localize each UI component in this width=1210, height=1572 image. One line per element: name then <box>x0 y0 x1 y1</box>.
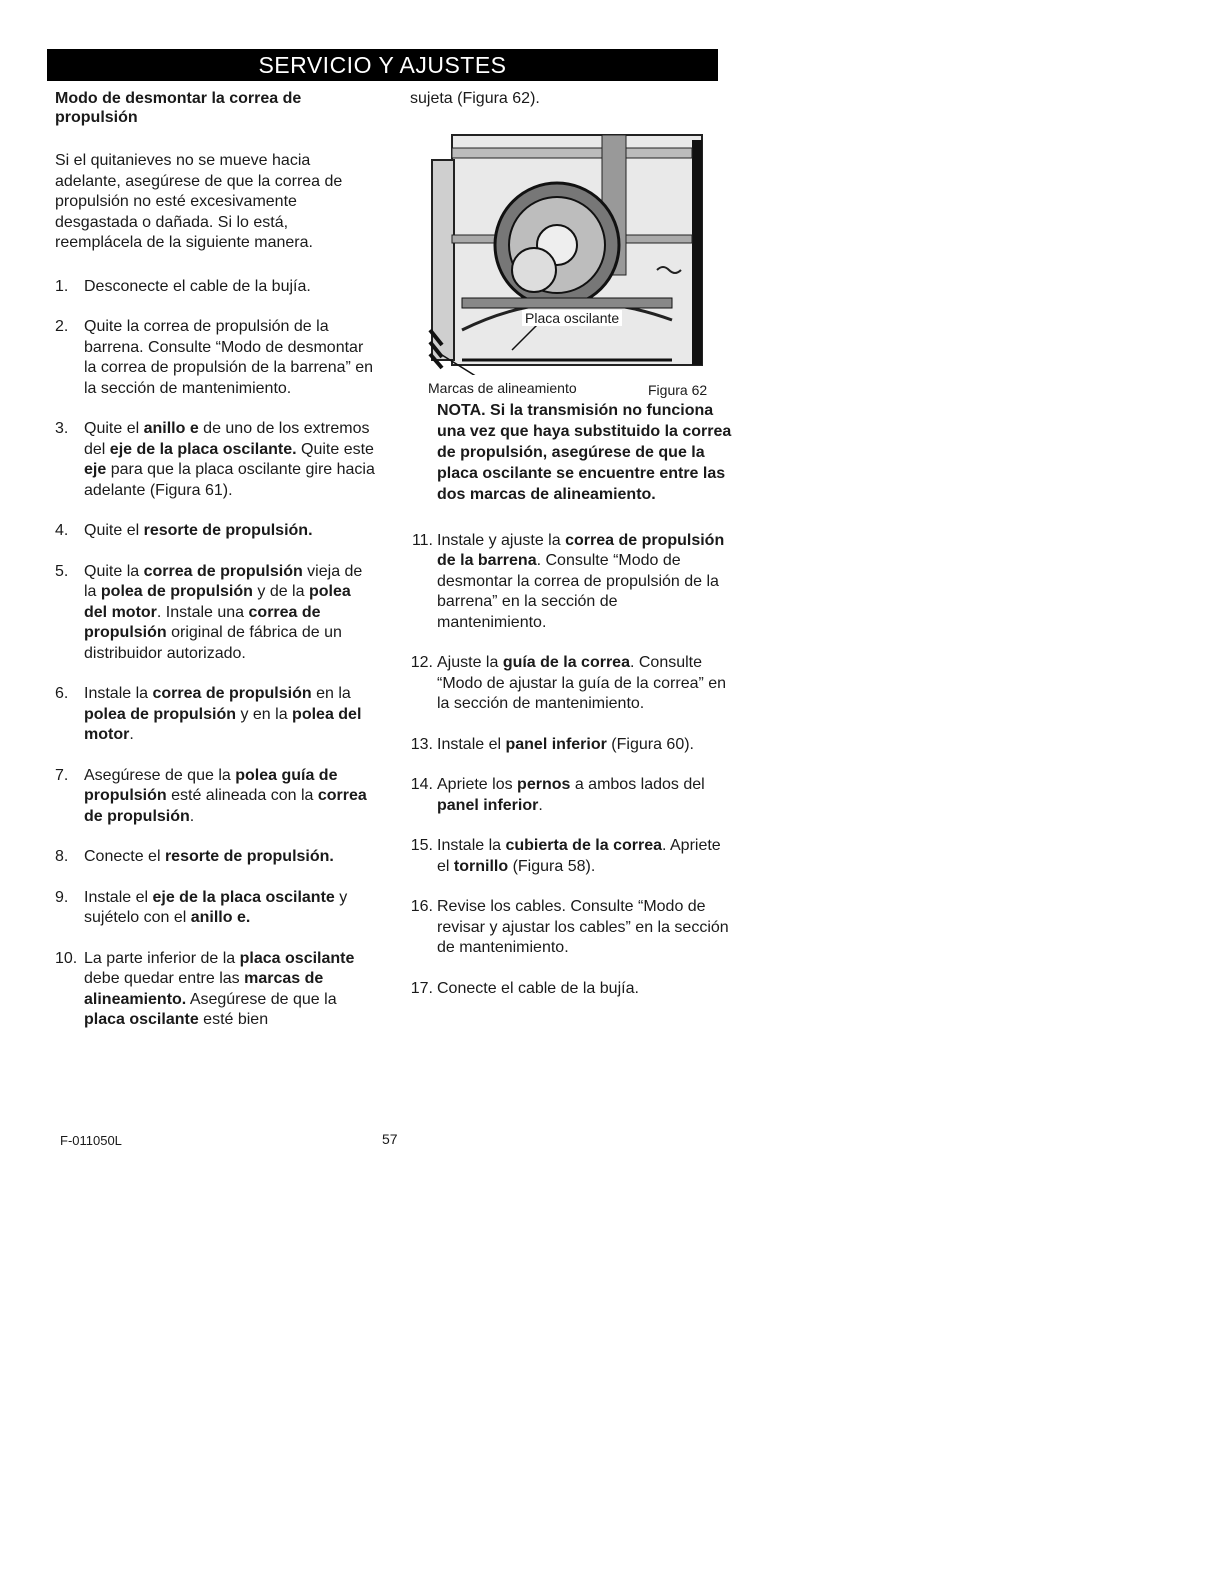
step-text: Asegúrese de que la <box>186 990 337 1008</box>
step-text: Apriete los <box>437 776 518 793</box>
figure-callout-label: Placa oscilante <box>522 310 622 326</box>
step-bold-term: correa de propulsión <box>84 787 367 825</box>
step-bold-term: resorte de propulsión. <box>143 522 313 539</box>
step-bold-term: correa de propulsión de la barrena <box>437 531 725 569</box>
step-item <box>410 897 730 959</box>
step-text: y sujételo con el <box>84 888 348 926</box>
step-item <box>55 766 375 828</box>
step-text: de uno de los extremos del <box>84 420 370 458</box>
step-item <box>410 836 730 877</box>
step-text: original de fábrica de un distribuidor autorizado. <box>84 624 342 662</box>
step-bold-term: eje <box>84 461 107 478</box>
step-bold-term: correa de propulsión <box>152 685 312 702</box>
step-text: vieja de la <box>84 562 363 600</box>
step-number: 11. <box>411 531 433 549</box>
step-text: La parte inferior de la <box>84 949 240 967</box>
step-bold-term: correa de propulsión <box>143 562 303 580</box>
step-item <box>55 888 375 929</box>
right-step-list <box>410 531 730 1000</box>
step-text: esté bien <box>198 1011 269 1028</box>
step-number: 3. <box>55 420 69 437</box>
step-number: 8. <box>55 848 69 865</box>
step-bold-term: tornillo <box>453 857 509 875</box>
left-step-list <box>55 277 375 1031</box>
note-paragraph: NOTA. Si la transmisión no funciona una vez que haya substituido la correa de propulsión, asegúrese de que la placa oscilante se encuentre entre las dos marcas de alineamiento. <box>437 401 732 503</box>
step-text: . <box>129 726 134 743</box>
figure-62 <box>410 130 720 400</box>
step-text: Ajuste la <box>437 654 503 671</box>
step-number: 10. <box>55 949 78 967</box>
step-text: . <box>189 807 195 825</box>
step-text: Quite este <box>296 440 374 458</box>
step-number: 16. <box>410 898 433 915</box>
step-bold-term: panel inferior <box>505 735 607 753</box>
step-number: 6. <box>55 685 69 702</box>
step-bold-term: polea del motor <box>84 583 351 621</box>
page-number: 57 <box>382 1131 398 1147</box>
step-number: 15. <box>410 837 433 854</box>
document-code: F-011050L <box>60 1133 122 1148</box>
continuation-text: sujeta (Figura 62). <box>410 90 540 107</box>
step-text: Conecte el <box>84 848 165 865</box>
step-text: Desconecte el cable de la bujía. <box>84 277 311 295</box>
step-bold-term: eje de la placa oscilante <box>152 888 335 906</box>
step-item <box>55 419 375 501</box>
step-bold-term: placa oscilante <box>239 949 355 967</box>
step-text: Instale la <box>437 837 506 854</box>
step-text: (Figura 60). <box>606 735 694 753</box>
step-bold-term: marcas de alineamiento. <box>84 970 324 1008</box>
step-bold-term: anillo e <box>143 420 199 437</box>
step-bold-term: anillo e. <box>190 909 251 926</box>
step-text: Asegúrese de que la <box>84 766 236 784</box>
step-number: 1. <box>55 277 69 295</box>
step-text: Instale y ajuste la <box>437 531 566 549</box>
step-item <box>55 317 375 399</box>
step-text: esté alineada con la <box>166 787 318 804</box>
section-banner: SERVICIO Y AJUSTES <box>47 49 718 81</box>
step-text: (Figura 58). <box>508 857 596 875</box>
step-bold-term: pernos <box>517 776 571 793</box>
step-text: . Consulte “Modo de desmontar la correa de propulsión de la barrena” en la sección de mantenimiento. <box>437 552 719 631</box>
step-text: . Consulte “Modo de ajustar la guía de la correa” en la sección de mantenimiento. <box>437 654 727 712</box>
step-text: para que la placa oscilante gire hacia adelante (Figura 61). <box>84 461 375 499</box>
figure-caption-marks: Marcas de alineamiento <box>428 379 577 396</box>
step-item <box>410 979 730 1000</box>
step-bold-term: resorte de propulsión. <box>164 848 334 865</box>
step-item <box>410 735 730 756</box>
step-bold-term: correa de propulsión <box>84 603 321 641</box>
figure-number: Figura 62 <box>648 381 708 398</box>
step-bold-term: polea guía de propulsión <box>84 766 338 804</box>
step-number: 13. <box>410 735 433 753</box>
step-text: en la <box>311 685 351 702</box>
step-bold-term: guía de la correa <box>502 654 630 671</box>
step-text: . Apriete el <box>437 837 721 875</box>
step-item <box>410 775 730 816</box>
step-number: 2. <box>55 318 69 335</box>
step-text: Quite el <box>84 420 144 437</box>
step-item <box>55 521 375 542</box>
step-number: 5. <box>55 562 69 580</box>
step-item <box>55 562 375 665</box>
step-item <box>410 653 730 715</box>
step-text: Quite la <box>84 562 144 580</box>
step-text: . Instale una <box>156 603 249 621</box>
right-column <box>410 89 730 1019</box>
section-heading: Modo de desmontar la correa de propulsión <box>55 90 302 126</box>
step-text: Revise los cables. Consulte “Modo de revisar y ajustar los cables” en la sección de mantenimiento. <box>437 898 729 956</box>
step-text: Instale el <box>84 888 153 906</box>
step-item <box>55 847 375 868</box>
step-number: 12. <box>410 654 433 671</box>
step-number: 4. <box>55 522 69 539</box>
step-bold-term: panel inferior <box>437 796 539 814</box>
step-item <box>410 531 730 634</box>
intro-paragraph: Si el quitanieves no se mueve hacia adelante, asegúrese de que la correa de propulsión no esté excesivamente desgastada o dañada. Si lo está, reemplácela de la siguiente manera. <box>55 152 343 251</box>
step-text: y en la <box>236 705 293 723</box>
left-column <box>55 89 375 1051</box>
step-text: Quite la correa de propulsión de la barrena. Consulte “Modo de desmontar la correa de propulsión de la barrena” en la sección de mantenimiento. <box>84 318 374 397</box>
step-number: 14. <box>410 776 433 793</box>
step-text: . <box>538 796 543 814</box>
step-text: a ambos lados del <box>570 776 705 793</box>
step-text: Quite el <box>84 522 144 539</box>
step-number: 9. <box>55 888 69 906</box>
step-item <box>55 277 375 298</box>
step-number: 7. <box>55 766 69 784</box>
step-bold-term: cubierta de la correa <box>505 837 662 854</box>
drive-assembly-illustration <box>422 130 712 375</box>
step-bold-term: polea de propulsión <box>84 705 237 723</box>
step-text: Instale la <box>84 685 153 702</box>
step-bold-term: eje de la placa oscilante. <box>109 440 297 458</box>
step-item <box>55 949 375 1031</box>
step-text: Instale el <box>437 735 506 753</box>
step-bold-term: placa oscilante <box>84 1011 199 1028</box>
step-text: debe quedar entre las <box>84 970 245 987</box>
step-bold-term: polea de propulsión <box>100 583 253 600</box>
step-text: Conecte el cable de la bujía. <box>437 979 639 997</box>
step-item <box>55 684 375 746</box>
step-bold-term: polea del motor <box>84 705 362 743</box>
step-number: 17. <box>410 979 433 997</box>
step-text: y de la <box>252 583 309 600</box>
